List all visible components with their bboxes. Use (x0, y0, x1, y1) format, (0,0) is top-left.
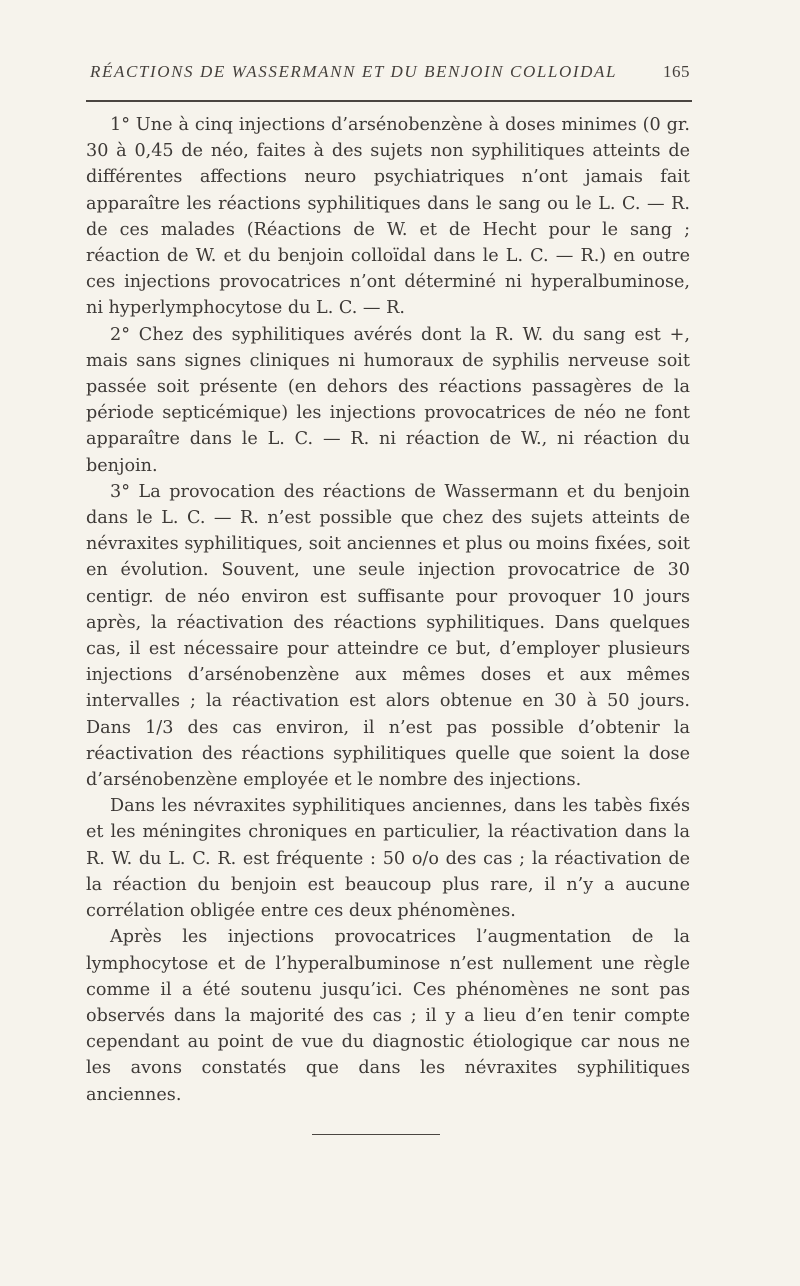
paragraph-point-3: 3° La provocation des réactions de Wassermann et du benjoin dans le L. C. — R. n’est possible que chez des sujets atteints de névraxites syphilitiques, soit anciennes et plus ou moins fixées, soit en évolution. Souvent, une seule injection provocatrice de 30 centigr. de néo environ est suffisante pour provoquer 10 jours après, la réactivation des réactions syphilitiques. Dans quelques cas, il est nécessaire pour atteindre ce but, d’employer plusieurs injections d’arsénobenzène aux mêmes doses et aux mêmes intervalles ; la réactivation est alors obtenue en 30 à 50 jours. Dans 1/3 des cas environ, il n’est pas possible d’obtenir la réactivation des réactions syphilitiques quelle que soient la dose d’arsénobenzène employée et le nombre des injections. (86, 481, 690, 791)
running-head (90, 62, 690, 92)
paragraph-injections: Après les injections provocatrices l’augmentation de la lymphocytose et de l’hyperalbuminose n’est nullement une règle comme il a été soutenu jusqu’ici. Ces phénomènes ne sont pas observés dans la majorité des cas ; il y a lieu d’en tenir compte cependant au point de vue du diagnostic étiologique car nous ne les avons constatés que dans les névraxites syphilitiques anciennes. (86, 927, 690, 1105)
paragraph-point-1: 1° Une à cinq injections d’arsénobenzène à doses minimes (0 gr. 30 à 0,45 de néo, faites à des sujets non syphilitiques atteints de différentes affections neuro psychiatriques n’ont jamais fait apparaître les réactions syphilitiques dans le sang ou le L. C. — R. de ces malades (Réactions de W. et de Hecht pour le sang ; réaction de W. et du benjoin colloïdal dans le L. C. — R.) en outre ces injections provocatrices n’ont déterminé ni hyperalbuminose, ni hyperlymphocytose du L. C. — R. (86, 115, 690, 319)
body-text (86, 112, 690, 1108)
header-rule (86, 100, 692, 102)
closing-rule (312, 1134, 440, 1135)
page-number: 165 (663, 62, 690, 81)
paragraph-point-2: 2° Chez des syphilitiques avérés dont la R. W. du sang est +, mais sans signes cliniques ni humoraux de syphilis nerveuse soit passée soit présente (en dehors des réactions passagères de la période septicémique) les injections provocatrices de néo ne font apparaître dans le L. C. — R. ni réaction de W., ni réaction du benjoin. (86, 324, 690, 476)
paragraph-nevraxites: Dans les névraxites syphilitiques anciennes, dans les tabès fixés et les méningites chroniques en particulier, la réactivation dans la R. W. du L. C. R. est fréquente : 50 o/o des cas ; la réactivation de la réaction du benjoin est beaucoup plus rare, il n’y a aucune corrélation obligée entre ces deux phénomènes. (86, 796, 690, 922)
running-head-title: RÉACTIONS DE WASSERMANN ET DU BENJOIN COLLOIDAL (90, 62, 618, 81)
